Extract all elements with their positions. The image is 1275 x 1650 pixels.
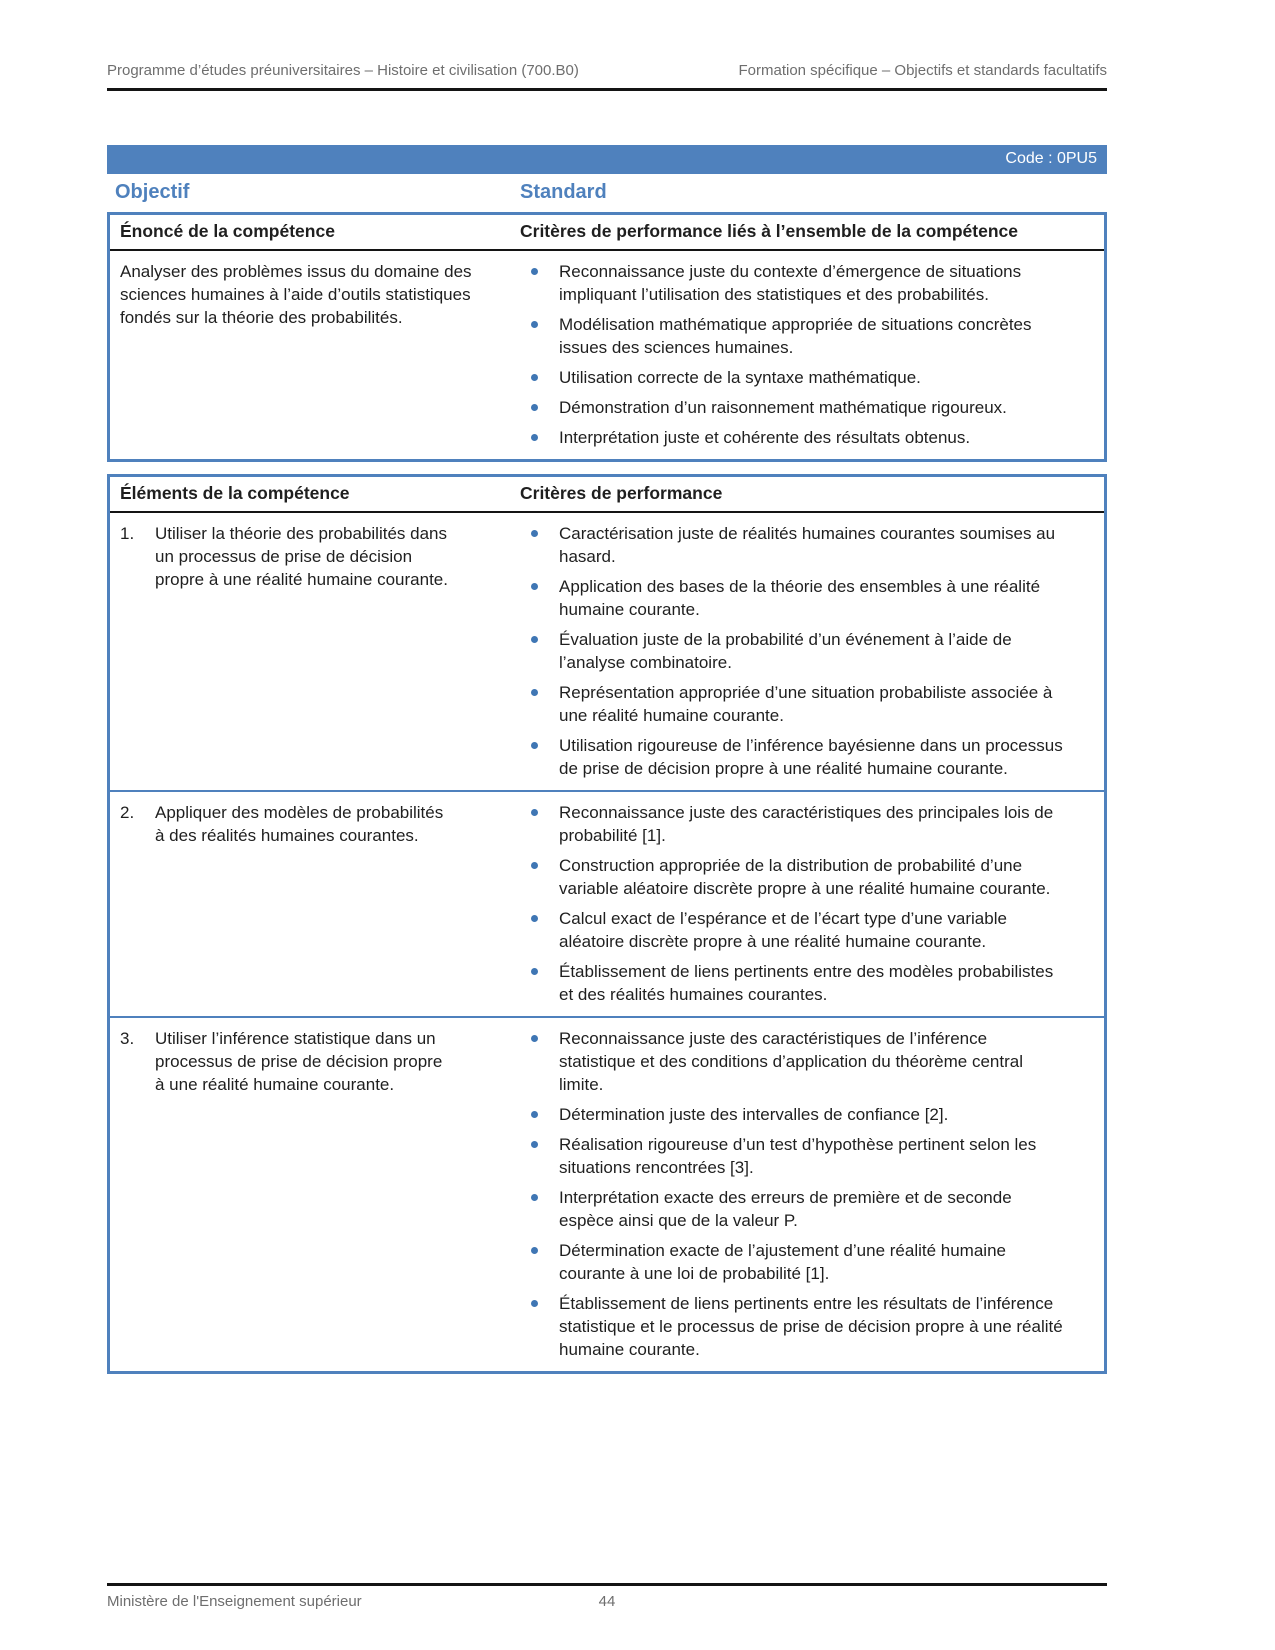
- bullet-icon: [531, 809, 538, 816]
- page-number: 44: [598, 1593, 616, 1610]
- criterion-item: [520, 1133, 1094, 1179]
- header-left-text: Programme d’études préuniversitaires – Histoire et civilisation (700.B0): [107, 62, 579, 79]
- criterion-item: [520, 1103, 1094, 1126]
- criteres-ensemble-header: Critères de performance liés à l’ensemble de la compétence: [520, 221, 1018, 241]
- bullet-icon: [531, 530, 538, 537]
- criterion-item: [520, 1292, 1094, 1361]
- criterion-item: [520, 801, 1094, 847]
- criterion-item: [520, 522, 1094, 568]
- criterion-text: Réalisation rigoureuse d’un test d’hypothèse pertinent selon les situations rencontrées [3].: [559, 1135, 1037, 1177]
- criterion-item: [520, 396, 1094, 419]
- criterion-item: [520, 1239, 1094, 1285]
- bullet-icon: [531, 434, 538, 441]
- criterion-item: [520, 907, 1094, 953]
- bullet-icon: [531, 742, 538, 749]
- bullet-icon: [531, 583, 538, 590]
- element-row-1: [110, 513, 1104, 790]
- element-row-2: [110, 790, 1104, 1016]
- bullet-icon: [531, 1194, 538, 1201]
- bullet-icon: [531, 321, 538, 328]
- criterion-item: [520, 426, 1094, 449]
- competence-statement: Analyser des problèmes issus du domaine des sciences humaines à l’aide d’outils statistiques fondés sur la théorie des probabilités.: [120, 262, 472, 327]
- criterion-item: [520, 1027, 1094, 1096]
- criterion-text: Établissement de liens pertinents entre les résultats de l’inférence statistique et le processus de prise de décision propre à une réalité humaine courante.: [559, 1294, 1063, 1359]
- criterion-text: Interprétation juste et cohérente des résultats obtenus.: [559, 428, 971, 447]
- criterion-text: Représentation appropriée d’une situation probabiliste associée à une réalité humaine courante.: [559, 683, 1053, 725]
- element-number: 1.: [120, 524, 135, 543]
- criterion-text: Utilisation rigoureuse de l’inférence bayésienne dans un processus de prise de décision propre à une réalité humaine courante.: [559, 736, 1063, 778]
- criterion-text: Modélisation mathématique appropriée de situations concrètes issues des sciences humaines.: [559, 315, 1032, 357]
- code-bar: [107, 145, 1107, 174]
- bullet-icon: [531, 1035, 538, 1042]
- bullet-icon: [531, 862, 538, 869]
- code-label: Code : 0PU5: [1005, 150, 1097, 167]
- elements-header: Éléments de la compétence: [120, 483, 350, 503]
- bullet-icon: [531, 636, 538, 643]
- criterion-text: Détermination exacte de l’ajustement d’une réalité humaine courante à une loi de probabilité [1].: [559, 1241, 1006, 1283]
- competence-table: [107, 212, 1107, 462]
- document-body: [107, 145, 1107, 1374]
- criterion-text: Caractérisation juste de réalités humaines courantes soumises au hasard.: [559, 524, 1056, 566]
- bullet-icon: [531, 915, 538, 922]
- bullet-icon: [531, 404, 538, 411]
- criterion-item: [520, 734, 1094, 780]
- competence-table-header: [110, 215, 1104, 251]
- criterion-item: [520, 260, 1094, 306]
- footer-left-text: Ministère de l'Enseignement supérieur: [107, 1593, 362, 1610]
- element-criteria-list: [520, 522, 1104, 780]
- criterion-item: [520, 854, 1094, 900]
- element-text: Utiliser la théorie des probabilités dans un processus de prise de décision propre à une réalité humaine courante.: [155, 524, 448, 589]
- criterion-text: Utilisation correcte de la syntaxe mathématique.: [559, 368, 921, 387]
- bullet-icon: [531, 689, 538, 696]
- criterion-text: Démonstration d’un raisonnement mathématique rigoureux.: [559, 398, 1007, 417]
- elements-table-header: [110, 477, 1104, 513]
- element-criteria-list: [520, 801, 1104, 1006]
- criterion-text: Interprétation exacte des erreurs de première et de seconde espèce ainsi que de la valeur P.: [559, 1188, 1012, 1230]
- element-number: 3.: [120, 1029, 135, 1048]
- bullet-icon: [531, 1247, 538, 1254]
- bullet-icon: [531, 374, 538, 381]
- element-number: 2.: [120, 803, 135, 822]
- criterion-item: [520, 313, 1094, 359]
- header-right-text: Formation spécifique – Objectifs et standards facultatifs: [738, 62, 1107, 79]
- element-text: Utiliser l’inférence statistique dans un processus de prise de décision propre à une réalité humaine courante.: [155, 1029, 443, 1094]
- criterion-text: Construction appropriée de la distribution de probabilité d’une variable aléatoire discrète propre à une réalité humaine courante.: [559, 856, 1051, 898]
- criteres-header: Critères de performance: [520, 483, 723, 503]
- element-criteria-list: [520, 1027, 1104, 1361]
- standard-heading: Standard: [520, 181, 607, 203]
- competence-row: [110, 251, 1104, 459]
- competence-criteria-list: [520, 260, 1104, 449]
- bullet-icon: [531, 968, 538, 975]
- element-statement: [110, 801, 520, 1006]
- criterion-text: Application des bases de la théorie des ensembles à une réalité humaine courante.: [559, 577, 1041, 619]
- criterion-text: Évaluation juste de la probabilité d’un événement à l’aide de l’analyse combinatoire.: [559, 630, 1012, 672]
- element-text: Appliquer des modèles de probabilités à des réalités humaines courantes.: [155, 803, 444, 845]
- bullet-icon: [531, 1141, 538, 1148]
- criterion-text: Calcul exact de l’espérance et de l’écart type d’une variable aléatoire discrète propre à une réalité humaine courante.: [559, 909, 1007, 951]
- criterion-text: Reconnaissance juste des caractéristiques de l’inférence statistique et des conditions d’application du théorème central limite.: [559, 1029, 1024, 1094]
- element-statement: [110, 522, 520, 780]
- criterion-text: Reconnaissance juste des caractéristiques des principales lois de probabilité [1].: [559, 803, 1054, 845]
- document-header: [107, 62, 1107, 91]
- element-row-3: [110, 1016, 1104, 1371]
- bullet-icon: [531, 268, 538, 275]
- criterion-item: [520, 628, 1094, 674]
- criterion-item: [520, 681, 1094, 727]
- objectif-heading: Objectif: [115, 181, 190, 203]
- document-footer: [107, 1583, 1107, 1610]
- element-statement: [110, 1027, 520, 1361]
- criterion-item: [520, 575, 1094, 621]
- criterion-text: Établissement de liens pertinents entre des modèles probabilistes et des réalités humaines courantes.: [559, 962, 1054, 1004]
- elements-table: [107, 474, 1107, 1374]
- criterion-text: Reconnaissance juste du contexte d’émergence de situations impliquant l’utilisation des statistiques et des probabilités.: [559, 262, 1022, 304]
- bullet-icon: [531, 1300, 538, 1307]
- criterion-item: [520, 366, 1094, 389]
- column-headers: [107, 174, 1107, 212]
- bullet-icon: [531, 1111, 538, 1118]
- enonce-header: Énoncé de la compétence: [120, 221, 335, 241]
- criterion-item: [520, 960, 1094, 1006]
- criterion-text: Détermination juste des intervalles de confiance [2].: [559, 1105, 949, 1124]
- criterion-item: [520, 1186, 1094, 1232]
